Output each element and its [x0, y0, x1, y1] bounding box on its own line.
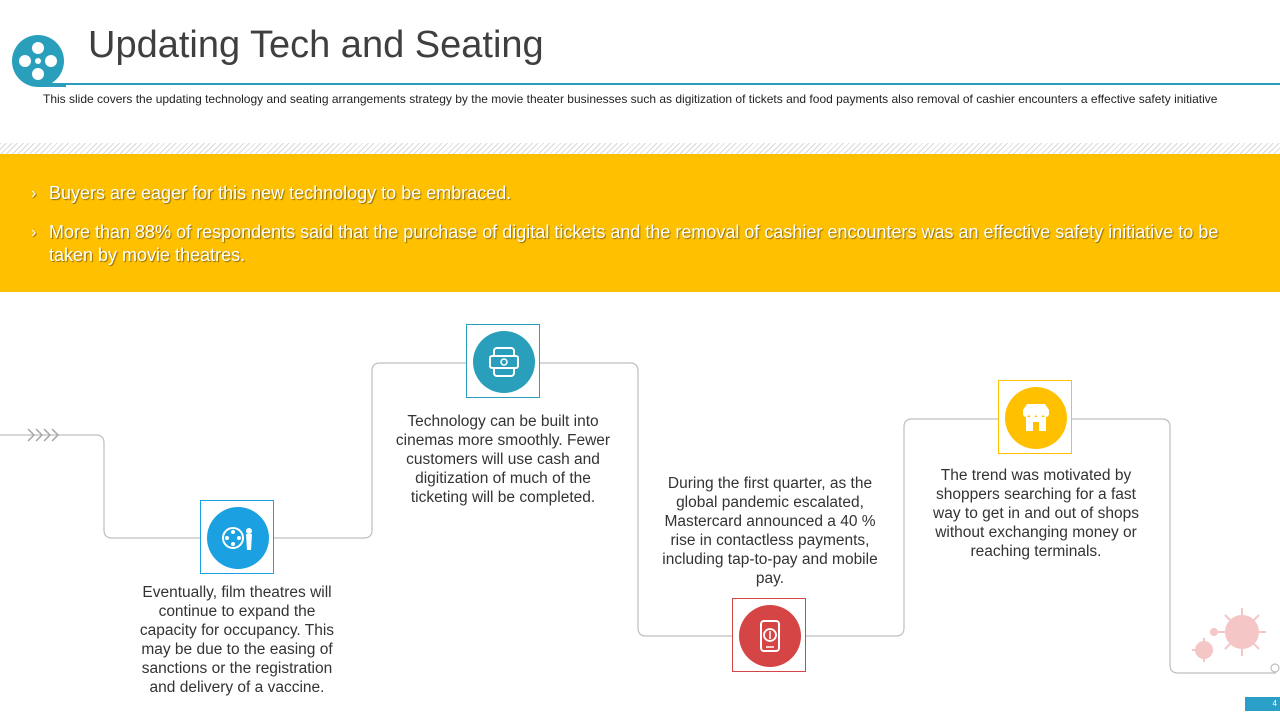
banner-bullet-2: › More than 88% of respondents said that the purchase of digital tickets and the removal of cashier encounters was an effective safety initiative to be taken by movie theatres. — [31, 222, 1219, 265]
page-subtitle: This slide covers the updating technology and seating arrangements strategy by the movie theater businesses such as digitization of tickets and food payments also removal of cashier encounters a effective safety initiative — [43, 92, 1218, 106]
step-1-text: Eventually, film theatres will continue to expand the capacity for occupancy. This may be due to the easing of sanctions or the registration and delivery of a vaccine. — [139, 584, 335, 696]
virus-decoration-icon — [1186, 602, 1276, 672]
storefront-icon — [1018, 400, 1054, 436]
step-1-icon-circle — [207, 507, 269, 569]
banner-bullet-1: › Buyers are eager for this new technology to be embraced. — [31, 183, 512, 203]
step-3-icon-circle — [739, 605, 801, 667]
page-title: Updating Tech and Seating — [88, 24, 544, 66]
step-4-icon-circle — [1005, 387, 1067, 449]
film-reel-logo-icon — [11, 34, 67, 90]
step-3-text: During the first quarter, as the global pandemic escalated, Mastercard announced a 40 % rise in contactless payments, including tap-to-pay and mobile pay. — [662, 475, 878, 587]
hatch-divider — [0, 143, 1280, 154]
step-1-icon-box — [200, 500, 274, 574]
mobile-payment-icon — [752, 618, 788, 654]
step-3-icon-box — [732, 598, 806, 672]
mobile-ticket-icon — [486, 344, 522, 380]
step-2-icon-box — [466, 324, 540, 398]
page-number: 4 — [1245, 697, 1280, 711]
step-2-icon-circle — [473, 331, 535, 393]
step-4-text: The trend was motivated by shoppers searching for a fast way to get in and out of shops without exchanging money or reaching terminals. — [933, 467, 1139, 560]
step-4-icon-box — [998, 380, 1072, 454]
step-2-text: Technology can be built into cinemas more smoothly. Fewer customers will use cash and digitization of much of the ticketing will be completed. — [395, 413, 611, 506]
title-divider — [58, 83, 1280, 85]
film-reel-popcorn-icon — [220, 520, 256, 556]
